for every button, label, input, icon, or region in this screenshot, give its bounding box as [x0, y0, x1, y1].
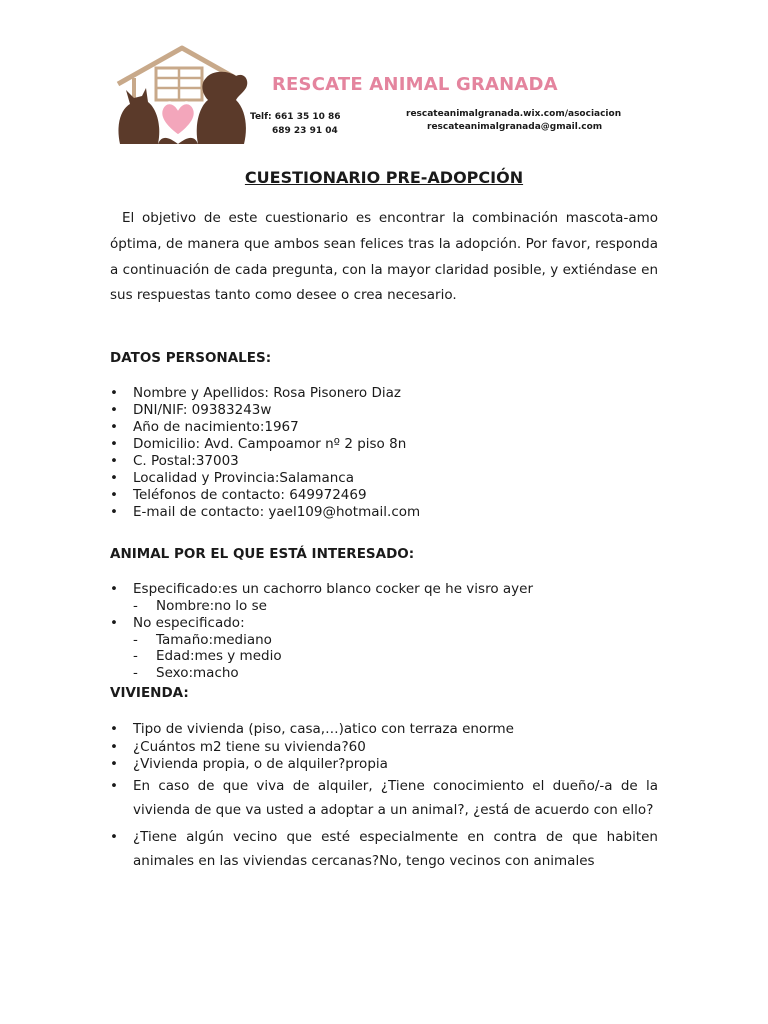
dash-icon: - — [133, 598, 138, 614]
list-item: • Domicilio: Avd. Campoamor nº 2 piso 8n — [110, 436, 407, 452]
list-item: • ¿Vivienda propia, o de alquiler?propia — [110, 756, 388, 772]
bullet-icon: • — [110, 756, 118, 772]
intro-paragraph: El objetivo de este cuestionario es encontrar la combinación mascota-amo óptima, de manera que ambos sean felices tras la adopción. Por favor, responda a continuación de cada pregunta, con la mayor claridad posible, y extiéndase en sus respuestas tanto como desee o crea necesario. — [110, 210, 658, 304]
list-item: • Año de nacimiento:1967 — [110, 419, 299, 435]
list-item: • En caso de que viva de alquiler, ¿Tiene conocimiento el dueño/-a de la vivienda de que va usted a adoptar a un animal?, ¿está de acuerdo con ello? — [110, 774, 658, 822]
bullet-icon: • — [110, 470, 118, 486]
list-item: • DNI/NIF: 09383243w — [110, 402, 272, 418]
bullet-icon: • — [110, 581, 118, 597]
sub-list-item: - Sexo:macho — [133, 664, 239, 681]
organization-name: RESCATE ANIMAL GRANADA — [272, 74, 558, 95]
phone-numbers — [250, 110, 341, 138]
sub-list-item: - Nombre:no lo se — [133, 598, 267, 614]
list-item: • Teléfonos de contacto: 649972469 — [110, 487, 367, 503]
list-item: • Tipo de vivienda (piso, casa,…)atico con terraza enorme — [110, 721, 514, 737]
bullet-icon: • — [110, 777, 118, 794]
website-text: rescateanimalgranada.wix.com/asociacion — [406, 109, 622, 119]
section-heading-animal: ANIMAL POR EL QUE ESTÁ INTERESADO: — [110, 546, 415, 562]
section-heading-personal: DATOS PERSONALES: — [110, 350, 272, 366]
list-item: • C. Postal:37003 — [110, 453, 239, 469]
bullet-icon: • — [110, 828, 118, 845]
housing-list — [110, 721, 658, 873]
organization-logo — [112, 44, 252, 148]
list-item: • E-mail de contacto: yael109@hotmail.com — [110, 504, 421, 520]
bullet-icon: • — [110, 738, 118, 755]
dash-icon: - — [133, 664, 138, 681]
list-item: • ¿Cuántos m2 tiene su vivienda?60 — [110, 738, 366, 755]
personal-data-list — [110, 385, 658, 521]
bullet-icon: • — [110, 436, 118, 452]
bullet-icon: • — [110, 614, 118, 631]
contact-info — [406, 108, 621, 134]
section-heading-housing: VIVIENDA: — [110, 685, 189, 701]
page-title: CUESTIONARIO PRE-ADOPCIÓN — [244, 168, 524, 187]
animal-list — [110, 581, 658, 681]
list-item: • Especificado:es un cachorro blanco cocker qe he visro ayer - Nombre:no lo se — [110, 581, 658, 615]
bullet-icon: • — [110, 487, 118, 503]
bullet-icon: • — [110, 504, 118, 520]
list-item: • Localidad y Provincia:Salamanca — [110, 470, 354, 486]
phone-line-2: 689 23 91 04 — [272, 126, 338, 136]
bullet-icon: • — [110, 721, 118, 737]
phone-line-1: Telf: 661 35 10 86 — [250, 112, 341, 122]
sub-list — [133, 632, 658, 682]
bullet-icon: • — [110, 453, 118, 469]
dash-icon: - — [133, 648, 138, 664]
sub-list — [133, 598, 658, 615]
email-text: rescateanimalgranada@gmail.com — [427, 122, 603, 132]
sub-list-item: - Edad:mes y medio — [133, 648, 282, 664]
sub-list-item: - Tamaño:mediano — [133, 631, 272, 648]
list-item: • ¿Tiene algún vecino que esté especialmente en contra de que habiten animales en las viviendas cercanas?No, tengo vecinos con animales — [110, 825, 658, 873]
list-item: • No especificado: - Tamaño:mediano - Edad:mes y medio - Sexo:macho — [110, 615, 658, 682]
list-item: • Nombre y Apellidos: Rosa Pisonero Diaz — [110, 385, 401, 401]
house-pets-logo-icon — [112, 44, 252, 148]
dash-icon: - — [133, 631, 138, 648]
bullet-icon: • — [110, 402, 118, 418]
bullet-icon: • — [110, 385, 118, 401]
bullet-icon: • — [110, 419, 118, 435]
